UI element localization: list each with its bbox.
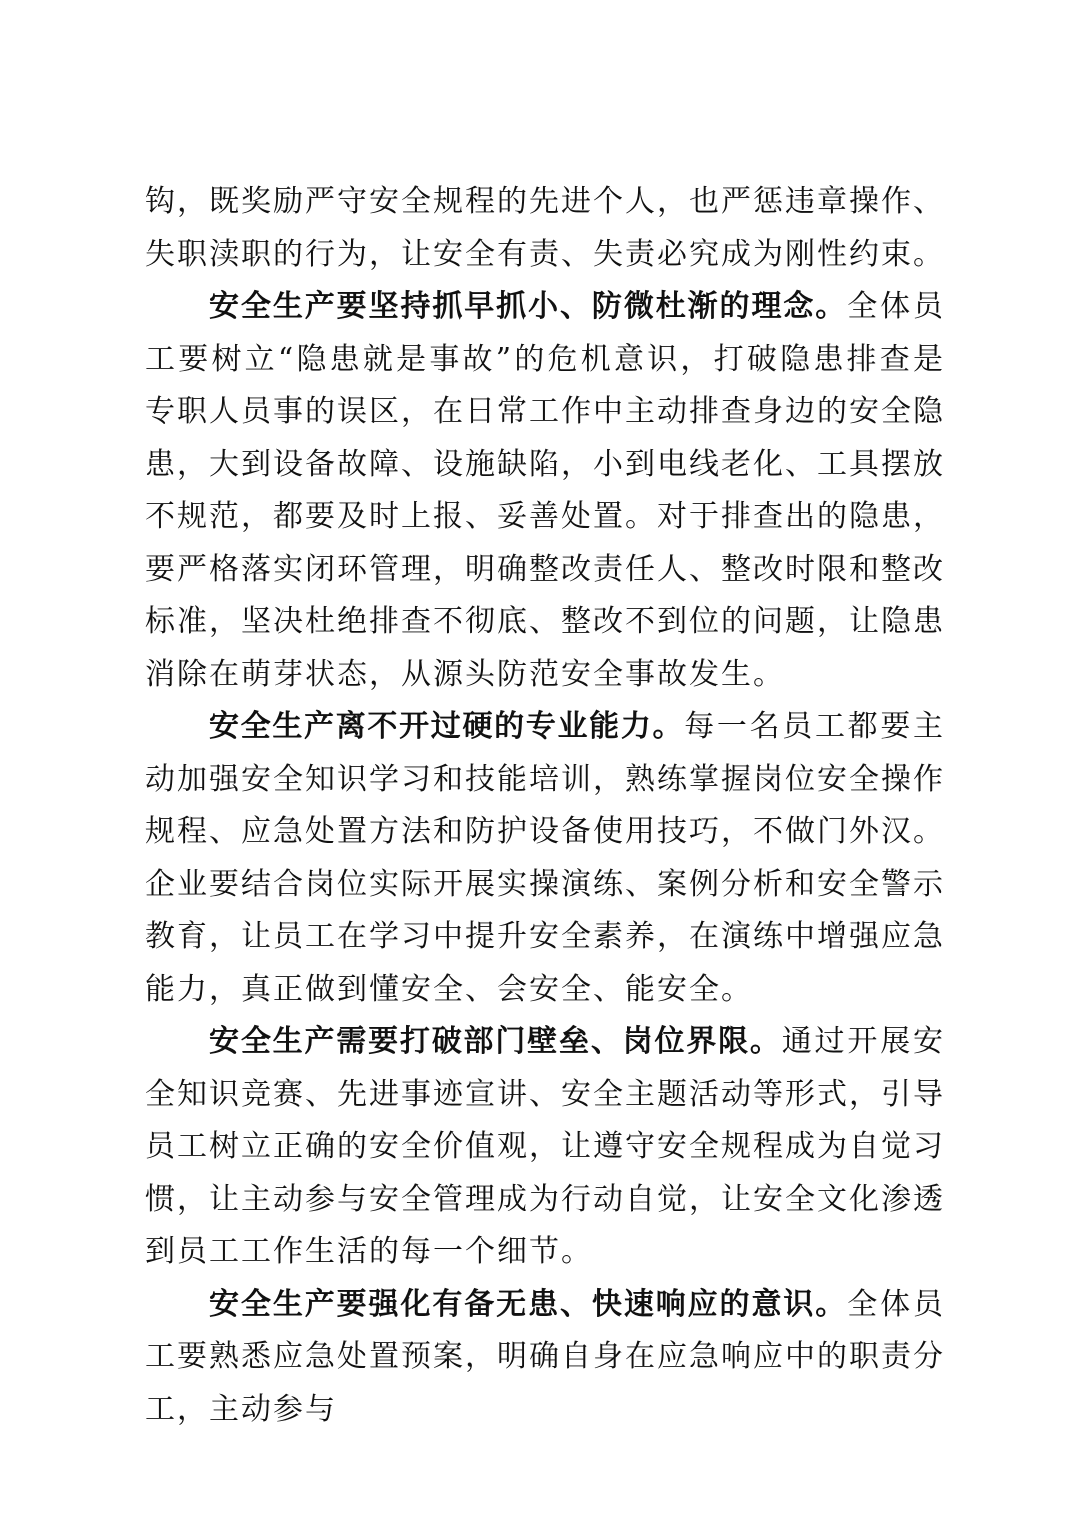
paragraph-lead-sentence: 安全生产要强化有备无患、快速响应的意识。 <box>209 1286 848 1322</box>
paragraph-body: 钩，既奖励严守安全规程的先进个人，也严惩违章操作、失职渎职的行为，让安全有责、失责必究成为刚性约束。 <box>145 184 945 272</box>
paragraph-continuation <box>145 176 945 281</box>
paragraph-body: 全体员工要树立“隐患就是事故”的危机意识，打破隐患排查是专职人员事的误区，在日常工作中主动排查身边的安全隐患，大到设备故障、设施缺陷，小到电线老化、工具摆放不规范，都要及时上报、妥善处置。对于排查出的隐患，要严格落实闭环管理，明确整改责任人、整改时限和整改标准，坚决杜绝排查不彻底、整改不到位的问题，让隐患消除在萌芽状态，从源头防范安全事故发生。 <box>145 289 946 692</box>
paragraph-body: 全体员工要熟悉应急处置预案，明确自身在应急响应中的职责分工，主动参与 <box>145 1286 946 1427</box>
paragraph-safety-culture <box>145 1016 945 1279</box>
paragraph-lead-sentence: 安全生产要坚持抓早抓小、防微杜渐的理念。 <box>209 289 848 324</box>
paragraph-lead-sentence: 安全生产离不开过硬的专业能力。 <box>209 709 685 744</box>
paragraph-professional-ability <box>145 701 945 1016</box>
paragraph-hazard-prevention <box>145 281 945 701</box>
document-body <box>145 176 945 1436</box>
paragraph-emergency-response <box>145 1279 945 1437</box>
paragraph-body: 通过开展安全知识竞赛、先进事迹宣讲、安全主题活动等形式，引导员工树立正确的安全价值观，让遵守安全规程成为自觉习惯，让主动参与安全管理成为行动自觉，让安全文化渗透到员工工作生活的每一个细节。 <box>145 1024 946 1269</box>
paragraph-body: 每一名员工都要主动加强安全知识学习和技能培训，熟练掌握岗位安全操作规程、应急处置方法和防护设备使用技巧，不做门外汉。企业要结合岗位实际开展实操演练、案例分析和安全警示教育，让员工在学习中提升安全素养，在演练中增强应急能力，真正做到懂安全、会安全、能安全。 <box>145 709 946 1007</box>
paragraph-lead-sentence: 安全生产需要打破部门壁垒、岗位界限。 <box>209 1024 782 1059</box>
